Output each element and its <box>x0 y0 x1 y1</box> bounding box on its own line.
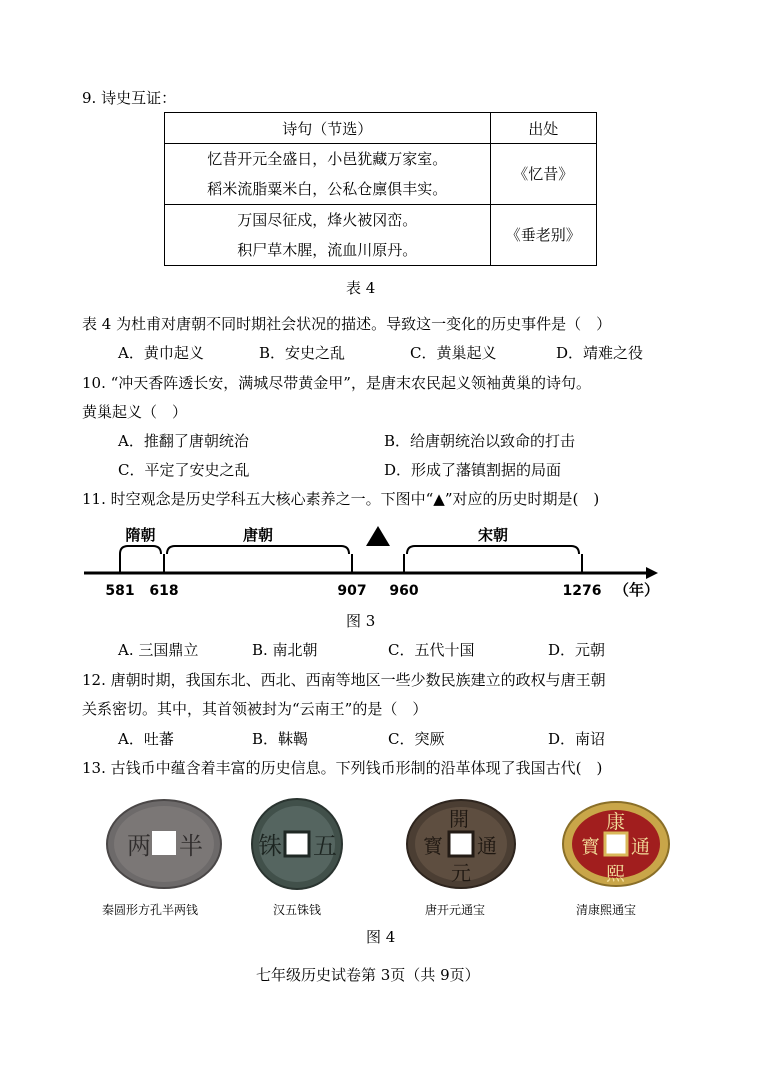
coin-char: 五 <box>313 832 337 860</box>
coin-char: 铢 <box>258 832 282 860</box>
timeline-tick-label: 907 <box>337 583 367 599</box>
ban-liang-coin-icon <box>105 798 223 890</box>
q12-option-c[interactable]: C．突厥 <box>388 730 445 748</box>
dynasty-timeline <box>80 516 680 606</box>
coin-char: 康 <box>606 811 626 833</box>
q12-option-d[interactable]: D．南诏 <box>548 730 606 748</box>
poem-line: 稻米流脂粟米白，公私仓廪俱丰实。 <box>207 180 448 198</box>
timeline-period-brace <box>407 546 579 554</box>
table-row <box>165 144 597 205</box>
timeline-period-brace <box>167 546 349 554</box>
figure3-caption: 图 3 <box>346 612 376 630</box>
q11-option-c[interactable]: C．五代十国 <box>388 641 475 659</box>
poem-line: 忆昔开元全盛日，小邑犹藏万家室。 <box>207 150 448 168</box>
table-header-source: 出处 <box>490 113 596 144</box>
coin-char: 元 <box>451 861 471 885</box>
coin-caption: 秦圆形方孔半两钱 <box>102 903 199 917</box>
page-footer: 七年级历史试卷第 3页（共 9页） <box>256 966 480 984</box>
coin-char: 寳 <box>581 836 601 858</box>
poem-line: 积尸草木腥，流血川原丹。 <box>237 241 418 259</box>
q9-option-a[interactable]: A．黄巾起义 <box>118 344 204 362</box>
q9-option-b[interactable]: B．安史之乱 <box>259 344 346 362</box>
figure4-caption: 图 4 <box>366 928 396 946</box>
timeline-tick-label: 581 <box>105 583 135 599</box>
coin-char: 半 <box>179 832 203 860</box>
q10-option-c[interactable]: C．平定了安史之乱 <box>118 461 250 479</box>
q10-option-d[interactable]: D．形成了藩镇割据的局面 <box>384 461 562 479</box>
table-row <box>165 205 597 266</box>
q9-question: 表 4 为杜甫对唐朝不同时期社会状况的描述。导致这一变化的历史事件是（ ） <box>82 315 612 333</box>
q9-option-d[interactable]: D．靖难之役 <box>556 344 644 362</box>
coin-char: 通 <box>477 834 497 858</box>
timeline-period-label: 唐朝 <box>242 526 274 544</box>
q10-line1: 10. “冲天香阵透长安，满城尽带黄金甲”，是唐末农民起义领袖黄巢的诗句。 <box>82 374 591 392</box>
q10-option-a[interactable]: A．推翻了唐朝统治 <box>118 432 249 450</box>
kaiyuan-tongbao-coin-icon <box>405 798 517 890</box>
q11-stem: 11. 时空观念是历史学科五大核心素养之一。下图中“▲”对应的历史时期是( ) <box>82 490 600 508</box>
q9-stem: 9. 诗史互证： <box>82 89 177 107</box>
table-header-poem: 诗句（节选） <box>165 113 491 144</box>
wu-zhu-coin-icon <box>250 797 344 891</box>
poem-source: 《忆昔》 <box>490 144 596 205</box>
q12-option-b[interactable]: B．靺鞨 <box>252 730 309 748</box>
timeline-tick-label: 1276 <box>562 583 602 599</box>
timeline-triangle-marker <box>366 526 390 546</box>
q13-stem: 13. 古钱币中蕴含着丰富的历史信息。下列钱币形制的沿革体现了我国古代( ) <box>82 759 603 777</box>
q11-option-a[interactable]: A. 三国鼎立 <box>118 641 199 659</box>
timeline-unit: （年） <box>614 581 660 599</box>
timeline-period-label: 隋朝 <box>125 526 156 544</box>
timeline-period-brace <box>120 546 161 554</box>
coin-char: 熙 <box>606 863 626 885</box>
kangxi-tongbao-coin-icon <box>561 800 671 888</box>
q11-option-b[interactable]: B. 南北朝 <box>252 641 318 659</box>
q12-line2: 关系密切。其中，其首领被封为“云南王”的是（ ） <box>82 700 428 718</box>
poem-line: 万国尽征戍，烽火被冈峦。 <box>237 211 418 229</box>
timeline-period-label: 宋朝 <box>477 526 509 544</box>
timeline-tick-label: 960 <box>389 583 419 599</box>
q12-line1: 12. 唐朝时期，我国东北、西北、西南等地区一些少数民族建立的政权与唐王朝 <box>82 671 606 689</box>
timeline-tick-label: 618 <box>149 583 179 599</box>
q12-option-a[interactable]: A．吐蕃 <box>118 730 174 748</box>
q9-option-c[interactable]: C．黄巢起义 <box>410 344 497 362</box>
coin-char: 两 <box>127 832 151 860</box>
coin-caption: 汉五铢钱 <box>273 903 322 917</box>
q11-option-d[interactable]: D．元朝 <box>548 641 606 659</box>
coin-char: 寳 <box>423 834 443 858</box>
table-caption: 表 4 <box>346 279 376 297</box>
q10-option-b[interactable]: B．给唐朝统治以致命的打击 <box>384 432 576 450</box>
coin-caption: 唐开元通宝 <box>425 903 486 917</box>
coin-char: 開 <box>449 807 469 831</box>
q10-line2: 黄巢起义（ ） <box>82 403 188 421</box>
coin-char: 通 <box>631 836 651 858</box>
poem-table <box>164 112 597 266</box>
poem-source: 《垂老别》 <box>490 205 596 266</box>
coin-caption: 清康熙通宝 <box>576 903 637 917</box>
